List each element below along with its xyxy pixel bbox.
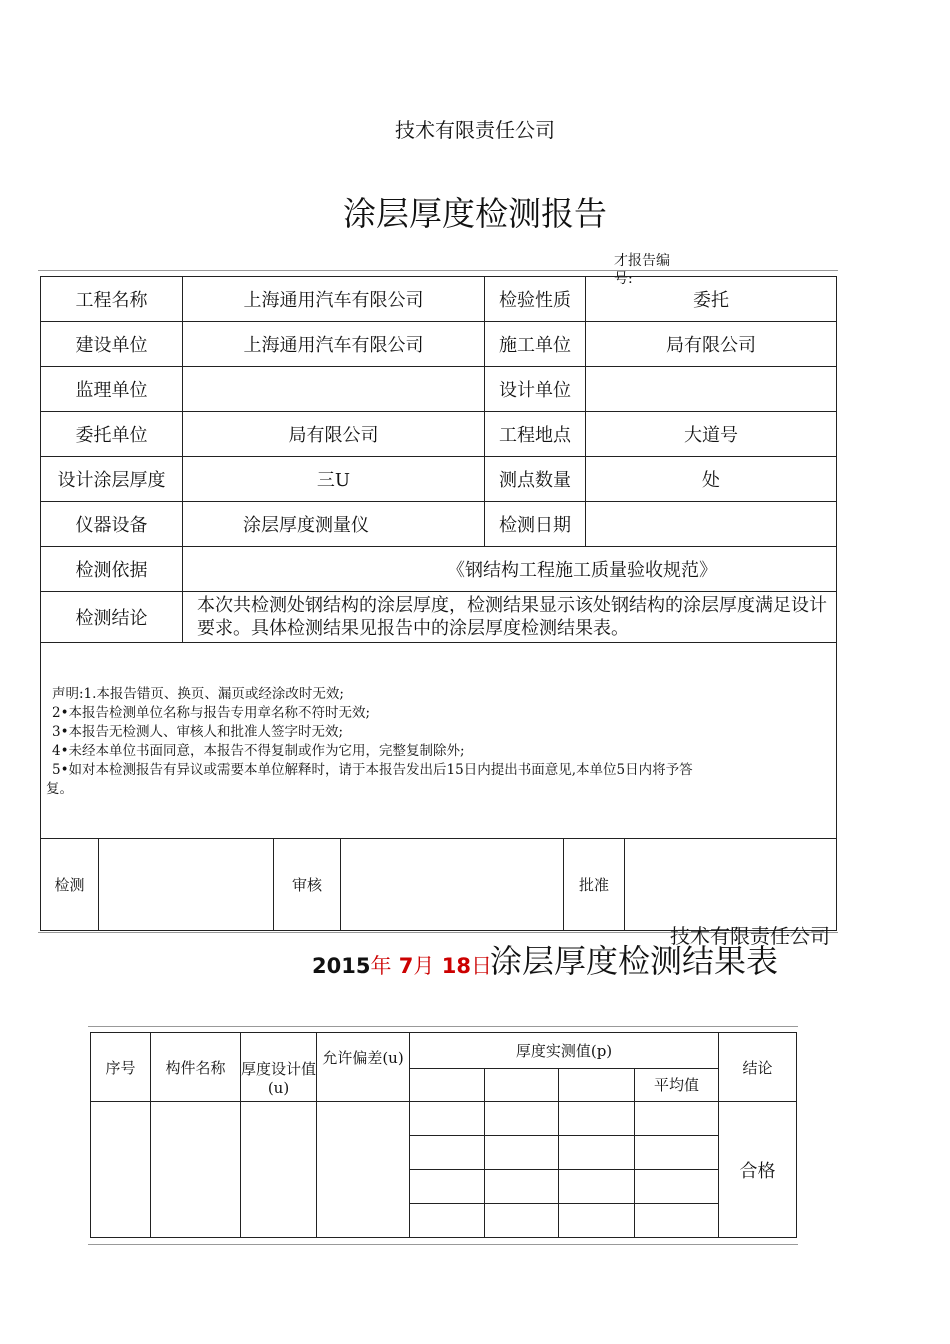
location-value: 大道号 — [586, 412, 837, 457]
data-cell — [241, 1102, 317, 1238]
table-row — [41, 502, 837, 547]
approve-signature — [625, 839, 837, 931]
data-cell — [410, 1204, 485, 1238]
inspect-signature — [99, 839, 274, 931]
data-cell — [151, 1102, 241, 1238]
declaration-line: 5•如对本检测报告有异议或需要本单位解释时，请于本报告发出后15日内提出书面意见,本单位5日内将予答 — [52, 762, 693, 778]
builder-label: 建设单位 — [41, 322, 183, 367]
table-row — [41, 412, 837, 457]
declaration-line: 2•本报告检测单位名称与报告专用章名称不符时无效; — [52, 705, 371, 721]
contractor-value: 局有限公司 — [586, 322, 837, 367]
review-signature — [341, 839, 564, 931]
date-month-unit: 月 — [413, 954, 435, 978]
company-name-header: 技术有限责任公司 — [395, 118, 555, 142]
data-cell — [559, 1102, 635, 1136]
conclusion-value: 本次共检测处钢结构的涂层厚度，检测结果显示该处钢结构的涂层厚度满足设计要求。具体检测结果见报告中的涂层厚度检测结果表。 — [183, 592, 837, 643]
divider — [88, 1026, 798, 1027]
measured-cell — [410, 1068, 485, 1102]
declaration — [46, 685, 836, 799]
data-cell — [635, 1102, 719, 1136]
header-design-thickness: 厚度设计值(u) — [241, 1033, 317, 1102]
company-name-footer: 技术有限责任公司 — [670, 924, 830, 948]
date-day-unit: 日 — [470, 954, 492, 978]
points-label: 测点数量 — [485, 457, 586, 502]
measured-cell — [485, 1068, 559, 1102]
contractor-label: 施工单位 — [485, 322, 586, 367]
header-member: 构件名称 — [151, 1033, 241, 1102]
declaration-line: 声明:1.本报告错页、换页、漏页或经涂改时无效; — [52, 686, 344, 702]
page-title: 涂层厚度检测报告 — [343, 194, 607, 233]
date-month: 7 — [398, 954, 414, 978]
data-cell — [559, 1170, 635, 1204]
data-cell — [485, 1170, 559, 1204]
project-name-label: 工程名称 — [41, 277, 183, 322]
data-cell — [485, 1204, 559, 1238]
table-row — [41, 547, 837, 592]
data-cell — [485, 1102, 559, 1136]
location-label: 工程地点 — [485, 412, 586, 457]
declaration-line: 4•未经本单位书面同意，本报告不得复制或作为它用，完整复制除外; — [52, 743, 465, 759]
data-cell — [635, 1136, 719, 1170]
supervisor-label: 监理单位 — [41, 367, 183, 412]
data-cell — [635, 1204, 719, 1238]
conclusion-label: 检测结论 — [41, 592, 183, 643]
table-row — [91, 1102, 797, 1136]
table-row — [41, 322, 837, 367]
basis-value: 《钢结构工程施工质量验收规范》 — [183, 547, 837, 592]
instrument-value: 涂层厚度测量仪 — [183, 502, 485, 547]
date-value — [586, 502, 837, 547]
header-conclusion: 结论 — [719, 1033, 797, 1102]
report-info-table — [40, 276, 837, 643]
data-cell — [91, 1102, 151, 1238]
result-table-title: 涂层厚度检测结果表 — [490, 942, 779, 980]
data-cell — [410, 1136, 485, 1170]
divider — [88, 1244, 798, 1245]
declaration-line: 复。 — [46, 781, 73, 797]
data-cell — [559, 1204, 635, 1238]
data-cell — [410, 1170, 485, 1204]
inspection-type-label: 检验性质 — [485, 277, 586, 322]
date-year-unit: 年 — [370, 954, 392, 978]
inspection-type-value: 委托 — [586, 277, 837, 322]
declaration-line: 3•本报告无检测人、审核人和批准人签字时无效; — [52, 724, 344, 740]
header-average: 平均值 — [635, 1068, 719, 1102]
approve-label: 批准 — [564, 839, 625, 931]
designer-value — [586, 367, 837, 412]
conclusion-value: 合格 — [719, 1102, 797, 1238]
table-row — [41, 592, 837, 643]
table-row — [41, 367, 837, 412]
date-year: 2015 — [312, 954, 371, 978]
inspect-label: 检测 — [41, 839, 99, 931]
design-thickness-label: 设计涂层厚度 — [41, 457, 183, 502]
date-day: 18 — [441, 954, 471, 978]
table-row — [41, 839, 837, 931]
project-name-value: 上海通用汽车有限公司 — [183, 277, 485, 322]
table-row — [41, 277, 837, 322]
report-date — [312, 950, 492, 980]
date-label: 检测日期 — [485, 502, 586, 547]
header-tolerance: 允许偏差(u) — [317, 1033, 410, 1102]
table-row — [41, 457, 837, 502]
report-number-label: 才报告编号: — [614, 253, 670, 287]
client-value: 局有限公司 — [183, 412, 485, 457]
supervisor-value — [183, 367, 485, 412]
data-cell — [485, 1136, 559, 1170]
instrument-label: 仪器设备 — [41, 502, 183, 547]
client-label: 委托单位 — [41, 412, 183, 457]
designer-label: 设计单位 — [485, 367, 586, 412]
basis-label: 检测依据 — [41, 547, 183, 592]
points-value: 处 — [586, 457, 837, 502]
header-no: 序号 — [91, 1033, 151, 1102]
data-cell — [317, 1102, 410, 1238]
header-measured: 厚度实测值(p) — [410, 1033, 719, 1069]
data-cell — [635, 1170, 719, 1204]
signature-table — [40, 838, 837, 931]
data-cell — [410, 1102, 485, 1136]
design-thickness-value: 三U — [183, 457, 485, 502]
review-label: 审核 — [274, 839, 341, 931]
result-table — [90, 1032, 797, 1238]
builder-value: 上海通用汽车有限公司 — [183, 322, 485, 367]
data-cell — [559, 1136, 635, 1170]
table-row — [91, 1033, 797, 1069]
measured-cell — [559, 1068, 635, 1102]
divider — [38, 270, 838, 271]
